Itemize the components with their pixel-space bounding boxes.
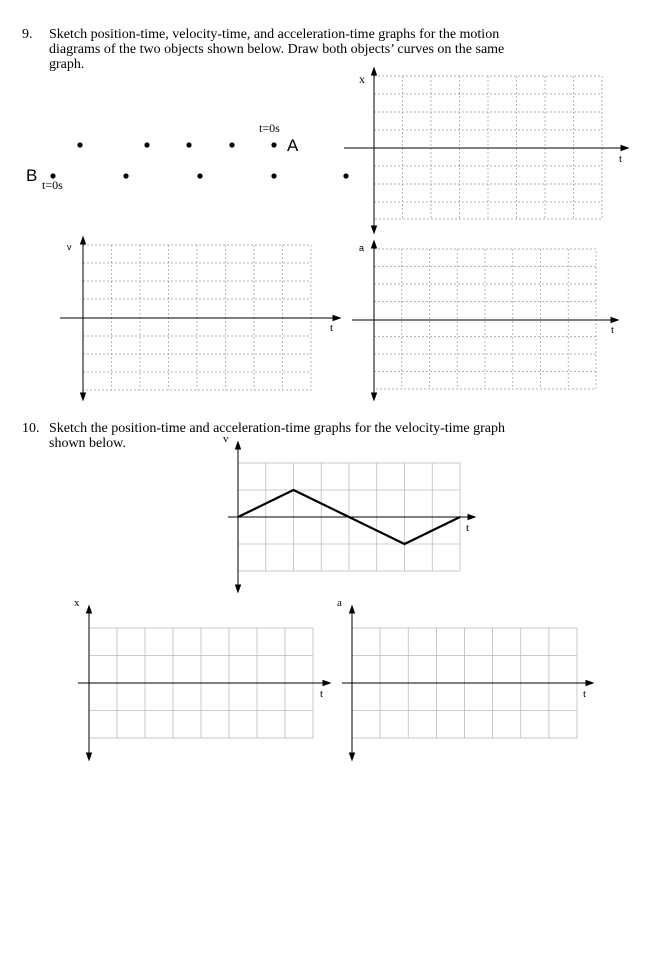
- q9-a-graph-t-label: t: [611, 324, 615, 336]
- question-10-number: 10.: [22, 421, 40, 436]
- q10-a-axis-label: a: [337, 597, 342, 609]
- q9-a-axis-label: a: [359, 243, 365, 253]
- q10-v-axis-label: v: [223, 433, 229, 445]
- q10-x-axis-label: x: [74, 597, 80, 609]
- object-a-label: A: [287, 136, 299, 155]
- question-9-number: 9.: [22, 27, 33, 42]
- question-9-line-1: Sketch position-time, velocity-time, and acceleration-time graphs for the motion: [49, 27, 500, 42]
- q10-given-t-label: t: [466, 522, 470, 534]
- t0-label-b: t=0s: [42, 178, 63, 192]
- question-10-line-2: shown below.: [49, 436, 126, 451]
- q10-x-graph-t-label: t: [320, 688, 324, 700]
- question-9-line-2: diagrams of the two objects shown below. Draw both objects’ curves on the same: [49, 42, 505, 57]
- question-9-line-3: graph.: [49, 57, 85, 72]
- q9-x-axis-label: x: [359, 72, 365, 86]
- q9-v-graph-t-label: t: [330, 322, 334, 334]
- q9-v-axis-label: v: [67, 242, 72, 252]
- t0-label-a: t=0s: [259, 121, 280, 135]
- q9-x-graph-t-label: t: [619, 153, 623, 165]
- object-b-label: B: [26, 166, 38, 185]
- question-10-line-1: Sketch the position-time and acceleration-time graphs for the velocity-time graph: [49, 421, 506, 436]
- q10-a-graph-t-label: t: [583, 688, 587, 700]
